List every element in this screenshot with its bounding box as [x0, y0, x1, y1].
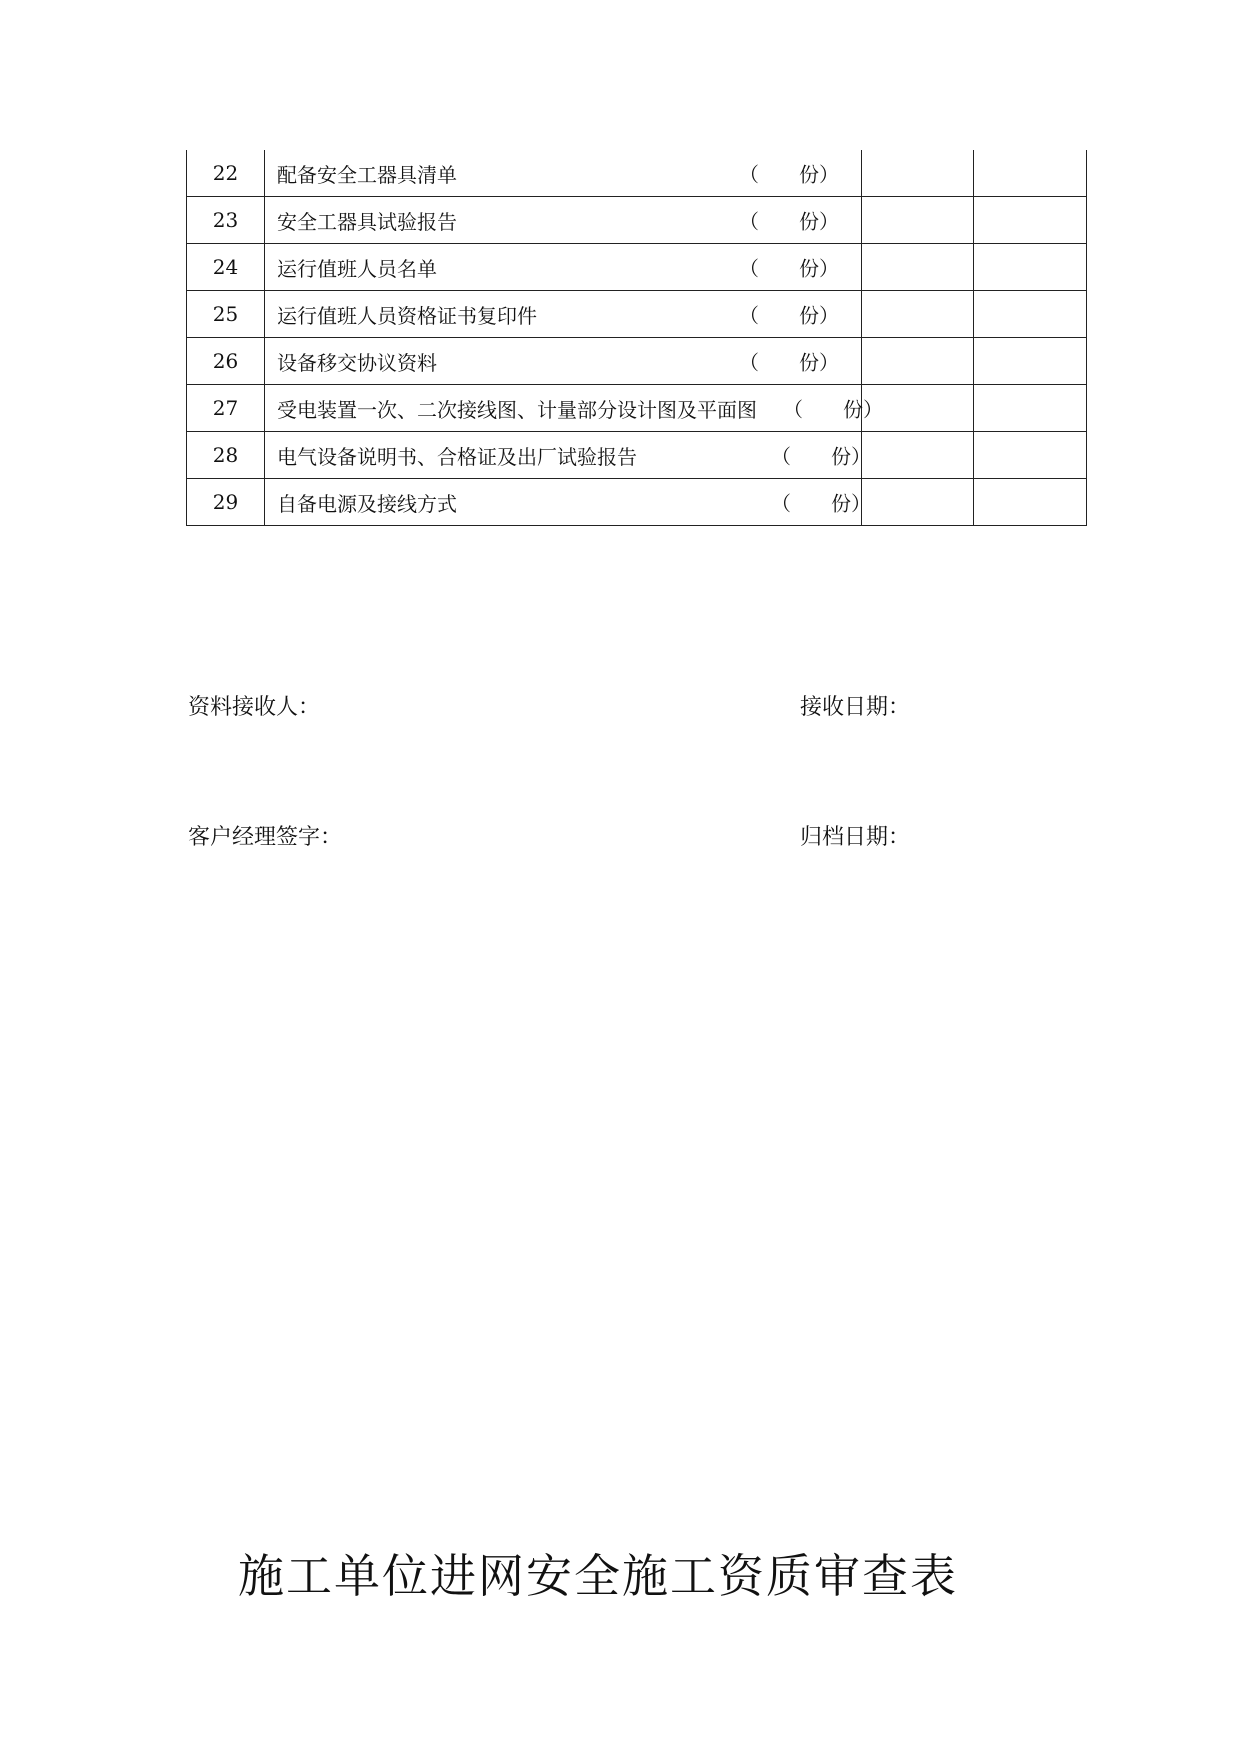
- table-row: [187, 432, 1087, 479]
- check-cell: [862, 291, 974, 338]
- item-name: 设备移交协议资料: [277, 350, 437, 375]
- item-name: 运行值班人员资格证书复印件: [277, 303, 537, 328]
- table-row: [187, 291, 1087, 338]
- copies-field: （ 份）: [739, 162, 839, 187]
- item-cell: [265, 338, 862, 385]
- row-number: 22: [187, 150, 265, 197]
- copies-field: （ 份）: [739, 303, 839, 328]
- item-name: 电气设备说明书、合格证及出厂试验报告: [277, 444, 637, 469]
- row-number: 29: [187, 479, 265, 526]
- row-number: 28: [187, 432, 265, 479]
- item-cell: [265, 385, 883, 432]
- item-name: 运行值班人员名单: [277, 256, 437, 281]
- remark-cell: [974, 197, 1087, 244]
- table-row: [187, 150, 1087, 197]
- item-cell: [265, 291, 862, 338]
- remark-cell: [974, 338, 1087, 385]
- check-cell: [862, 338, 974, 385]
- item-name: 安全工器具试验报告: [277, 209, 457, 234]
- document-checklist-table: [186, 150, 1087, 526]
- item-cell: [265, 479, 871, 526]
- row-number: 23: [187, 197, 265, 244]
- remark-cell: [974, 291, 1087, 338]
- item-name: 自备电源及接线方式: [277, 491, 457, 516]
- remark-cell: [974, 244, 1087, 291]
- copies-field: （ 份）: [783, 397, 883, 422]
- copies-field: （ 份）: [739, 256, 839, 281]
- table-row: [187, 479, 1087, 526]
- manager-signature-label: 客户经理签字：: [188, 825, 343, 850]
- check-cell: [862, 432, 974, 479]
- check-cell: [862, 150, 974, 197]
- table-row: [187, 244, 1087, 291]
- item-cell: [265, 244, 862, 291]
- copies-field: （ 份）: [739, 350, 839, 375]
- row-number: 27: [187, 385, 265, 432]
- row-number: 24: [187, 244, 265, 291]
- remark-cell: [974, 385, 1087, 432]
- table-row: [187, 338, 1087, 385]
- remark-cell: [974, 432, 1087, 479]
- item-cell: [265, 432, 871, 479]
- copies-field: （ 份）: [771, 491, 871, 516]
- row-number: 26: [187, 338, 265, 385]
- item-cell: [265, 150, 862, 197]
- copies-field: （ 份）: [771, 444, 871, 469]
- check-cell: [862, 479, 974, 526]
- receiver-label: 资料接收人：: [188, 695, 321, 720]
- table-row: [187, 197, 1087, 244]
- table-row: [187, 385, 1087, 432]
- receive-date-label: 接收日期：: [800, 695, 911, 720]
- page-title: 施工单位进网安全施工资质审查表: [238, 1549, 958, 1603]
- archive-date-label: 归档日期：: [800, 825, 911, 850]
- item-cell: [265, 197, 862, 244]
- remark-cell: [974, 479, 1087, 526]
- item-name: 受电装置一次、二次接线图、计量部分设计图及平面图: [277, 397, 757, 422]
- copies-field: （ 份）: [739, 209, 839, 234]
- check-cell: [862, 244, 974, 291]
- remark-cell: [974, 150, 1087, 197]
- row-number: 25: [187, 291, 265, 338]
- item-name: 配备安全工器具清单: [277, 162, 457, 187]
- check-cell: [862, 197, 974, 244]
